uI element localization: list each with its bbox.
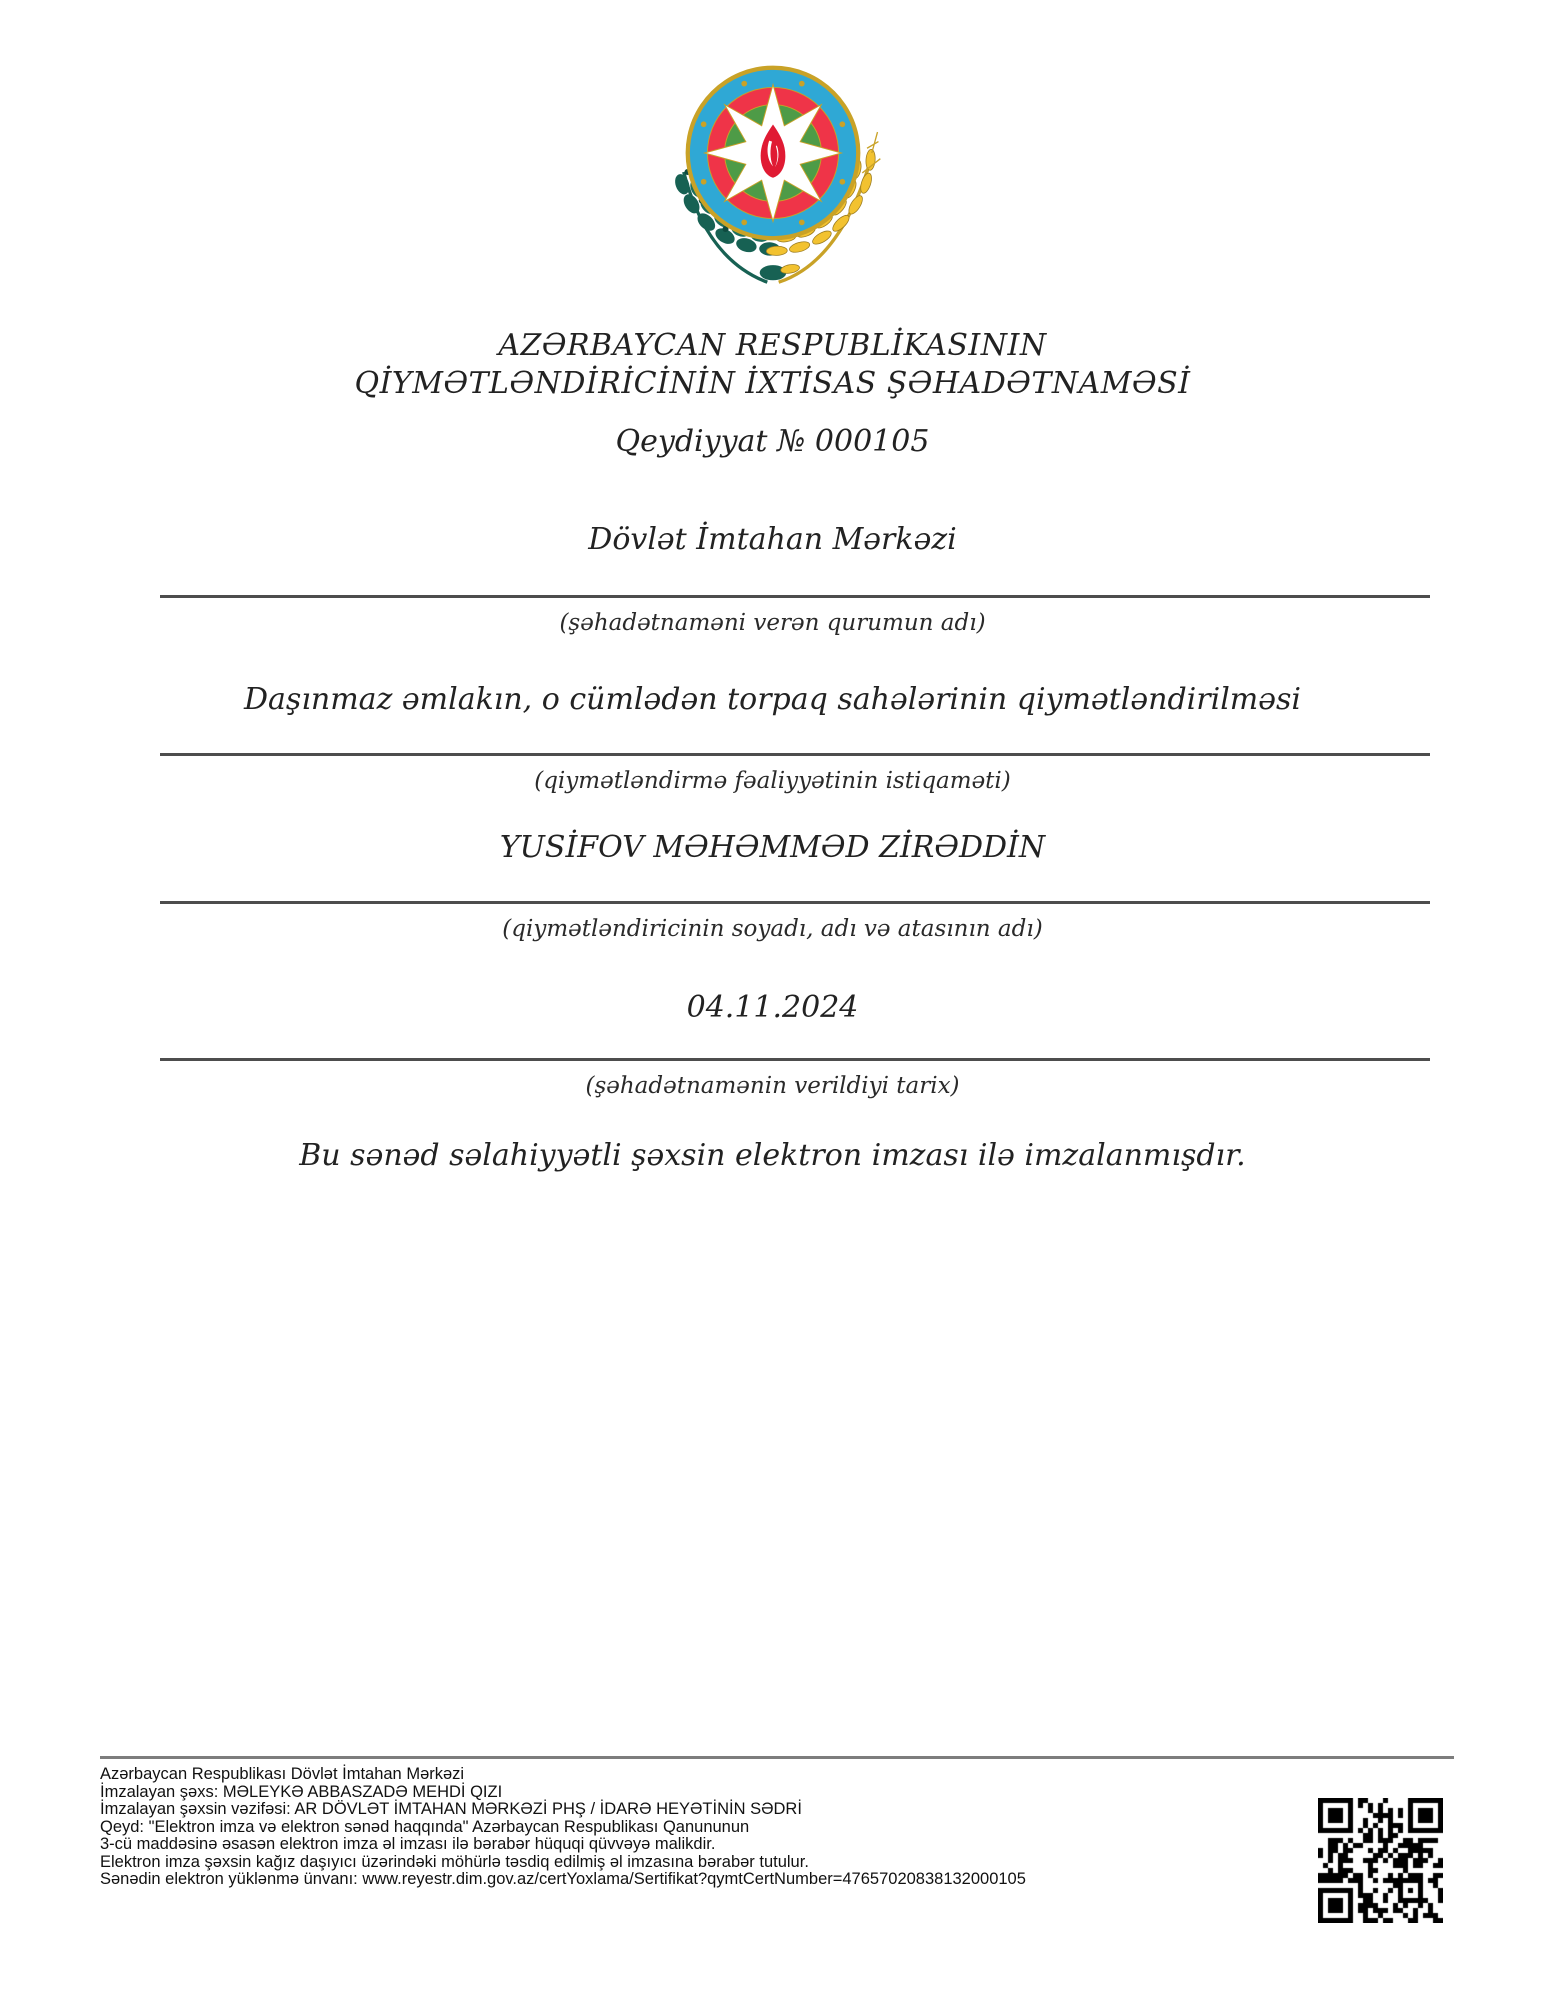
appraiser-name-caption: (qiymətləndiricinin soyadı, adı və atasının adı) <box>502 916 1043 942</box>
qr-code <box>1318 1798 1443 1923</box>
signature-footer <box>100 1756 1454 1889</box>
footer-org-line: Azərbaycan Respublikası Dövlət İmtahan Mərkəzi <box>100 1765 465 1783</box>
appraiser-name-underline <box>160 901 1430 904</box>
footer-signer-role-line: İmzalayan şəxsin vəzifəsi: AR DÖVLƏT İMTAHAN MƏRKƏZİ PHŞ / İDARƏ HEYƏTİNİN SƏDRİ <box>100 1800 802 1818</box>
issuer-underline <box>160 595 1430 598</box>
footer-note-line-2: 3-cü maddəsinə əsasən elektron imza əl imzası ilə bərabər hüquqi qüvvəyə malikdir. <box>100 1835 716 1853</box>
activity-underline <box>160 753 1430 756</box>
emblem-shield-icon <box>685 66 860 241</box>
footer-download-url-line: Sənədin elektron yüklənmə ünvanı: www.reyestr.dim.gov.az/certYoxlama/Sertifikat?qymtCertNumber=47657020838132000105 <box>100 1870 1026 1888</box>
issuer-caption: (şəhadətnaməni verən qurumun adı) <box>559 610 986 636</box>
emblem-container <box>0 58 1545 309</box>
issue-date-caption: (şəhadətnamənin verildiyi tarix) <box>585 1073 960 1099</box>
footer-note-line-3: Elektron imza şəxsin kağız daşıyıcı üzərindəki möhürlə təsdiq edilmiş əl imzasına bərabər tutulur. <box>100 1852 809 1871</box>
issue-date-underline <box>160 1058 1430 1061</box>
issue-date-value: 04.11.2024 <box>686 990 859 1025</box>
footer-note-line-1: Qeyd: "Elektron imza və elektron sənəd haqqında" Azərbaycan Respublikası Qanununun <box>100 1817 750 1836</box>
document-title <box>0 327 1545 403</box>
activity-value: Daşınmaz əmlakın, o cümlədən torpaq sahələrinin qiymətləndirilməsi <box>243 682 1301 717</box>
footer-signer-line: İmzalayan şəxs: MƏLEYKƏ ABBASZADƏ MEHDİ QIZI <box>100 1782 503 1801</box>
e-signature-statement: Bu sənəd səlahiyyətli şəxsin elektron imzası ilə imzalanmışdır. <box>299 1138 1246 1173</box>
title-line-1: AZƏRBAYCAN RESPUBLİKASININ <box>498 328 1047 363</box>
title-line-2: QİYMƏTLƏNDİRİCİNİN İXTİSAS ŞƏHADƏTNAMƏSİ <box>354 366 1191 401</box>
activity-caption: (qiymətləndirmə fəaliyyətinin istiqaməti) <box>534 768 1011 794</box>
appraiser-name-value: YUSİFOV MƏHƏMMƏD ZİRƏDDİN <box>499 830 1046 865</box>
registration-number: Qeydiyyat № 000105 <box>615 424 930 459</box>
azerbaijan-coat-of-arms-icon <box>659 58 887 305</box>
issuer-value: Dövlət İmtahan Mərkəzi <box>588 522 957 557</box>
